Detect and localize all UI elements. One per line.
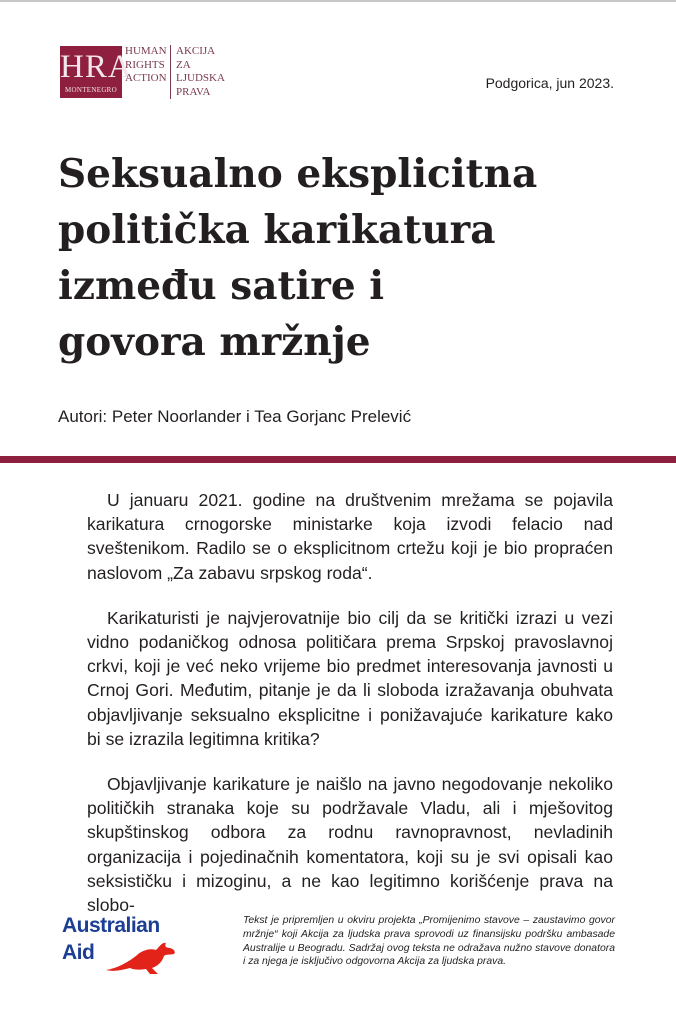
hra-logo-mark [60,46,133,98]
logo-text-line: HUMAN [125,45,167,57]
document-title [58,146,638,370]
aid-logo-line: Australian [62,914,160,937]
footer-disclaimer: Tekst je pripremljen u okviru projekta „Promijenimo stavove – zaustavimo govor mržnje“ koji Akcija za ljudska prava sprovodi uz finansijsku podršku ambasade Australije u Beogradu. Sadržaj ovog teksta ne odražava nužno stavove donatora i za njega je isključivo odgovorna Akcija za ljudska prava. [243,915,615,968]
kangaroo-icon [104,940,178,976]
title-line: između satire i [58,263,385,309]
hra-logo [60,45,225,98]
hra-logo-subtitle: MONTENEGRO [65,86,117,94]
logo-text-line: LJUDSKA [176,72,225,84]
section-divider [0,456,676,463]
logo-text-line: ACTION [125,72,167,84]
paragraph: Objavljivanje karikature je naišlo na javno negodovanje nekoliko političkih stranaka koje su podržavale Vladu, ali i mješovitog skupštinskog odbora za rodnu ravnopravnost, nevladinih organizacija i pojedinačnih komentatora, koji su je svi opisali kao seksističku i mizoginu, a ne kao legitimno korišćenje prava na slobo- [87,774,613,916]
title-line: Seksualno eksplicitna [58,151,538,197]
top-rule [0,0,676,2]
title-line: politička karikatura [58,207,496,253]
hra-logo-letters: HRA [60,49,133,85]
aid-logo-line: Aid [62,941,95,964]
article-body [87,488,613,938]
logo-text-line: PRAVA [176,85,211,98]
australian-aid-logo [62,914,212,984]
logo-text-line: AKCIJA ZA [176,45,215,71]
title-line: govora mržnje [58,319,371,365]
authors-line: Autori: Peter Noorlander i Tea Gorjanc Prelević [58,407,412,426]
paragraph: Karikaturisti je najvjerovatnije bio cilj da se kritički izrazi u vezi vidno podaničkog odnosa političara prema Srpskoj pravoslavnoj crkvi, koji je već neko vrijeme bio predmet interesovanja javnosti u Crnoj Gori. Međutim, pitanje je da li sloboda izražavanja obuhvata objavljivanje seksualno eksplicitne i ponižavajuće karikature kako bi se izrazila legitimna kritika? [87,607,613,749]
logo-text-line: RIGHTS [125,58,165,71]
hra-logo-english [125,45,167,86]
hra-logo-montenegrin [170,45,225,99]
publication-date: Podgorica, jun 2023. [485,75,614,91]
paragraph: U januaru 2021. godine na društvenim mrežama se pojavila karikatura crnogorske ministarke koja izvodi felacio nad sveštenikom. Radilo se o eksplicitnom crtežu koji je bio propraćen naslovom „Za zabavu srpskog roda“. [87,490,613,583]
